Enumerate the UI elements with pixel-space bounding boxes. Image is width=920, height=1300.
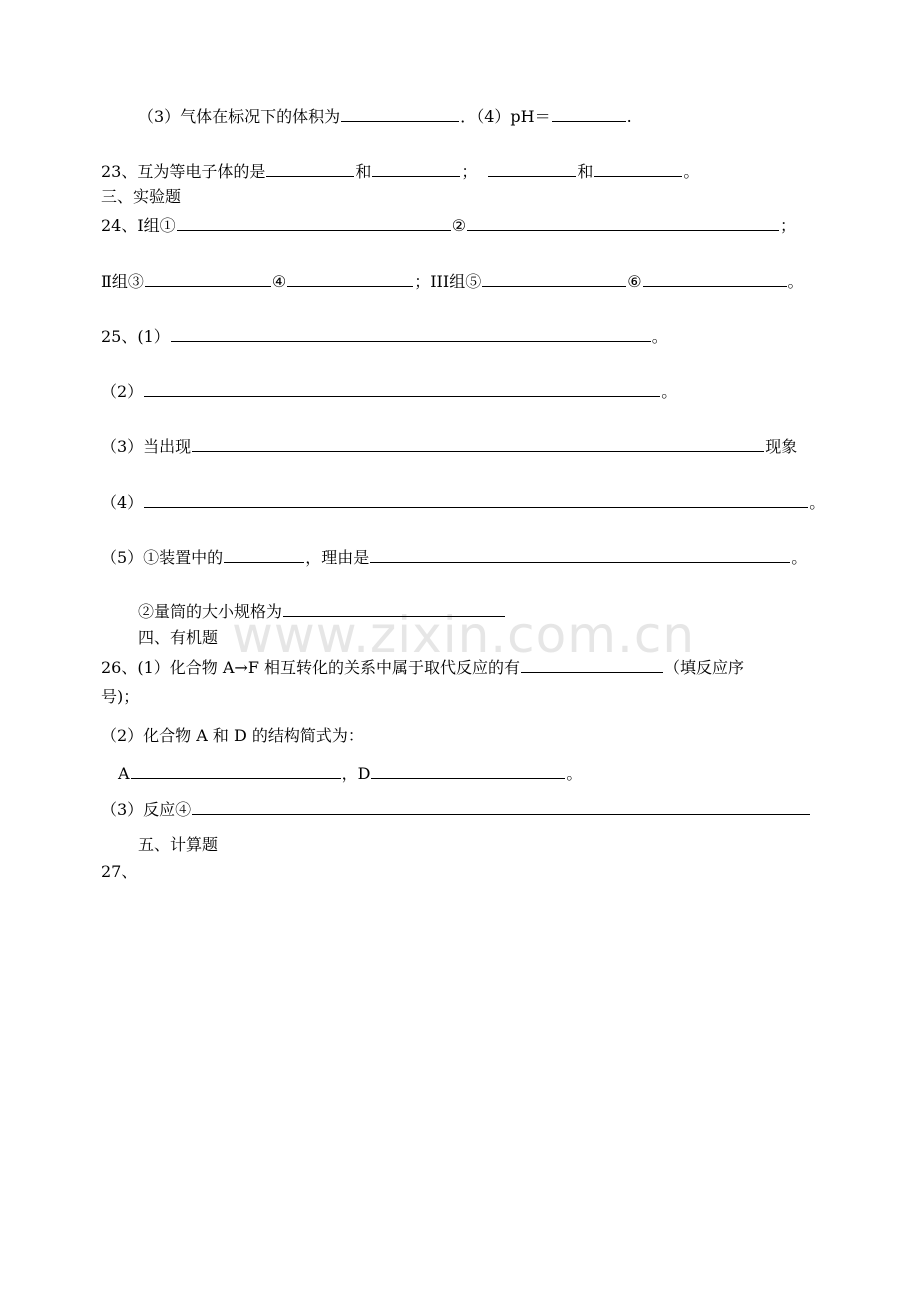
q25-sub4-line: （4） 。 [101,493,826,512]
ph-blank[interactable] [552,105,626,122]
q23-blank-3[interactable] [488,160,576,177]
q25-sub5-line: （5）①装置中的 ，理由是 。 [101,548,808,567]
q23-blank-2[interactable] [372,160,460,177]
q23-text: 23、互为等电子体的是 [101,162,266,181]
q27-line: 27、 [101,862,138,881]
q22-sub4-text: ．（4）pH＝ [460,107,551,126]
q22-sub3-line: （3）气体在标况下的体积为 ．（4）pH＝ . [138,107,632,126]
q25-sub5b-line: ②量筒的大小规格为 [138,600,506,622]
q25-blank-7[interactable] [283,600,505,617]
q23-line: 23、互为等电子体的是 和 ； 和 。 [101,162,700,181]
q25-sub3-line: （3）当出现 现象 [101,437,798,456]
q26-sub2-line: （2）化合物 A 和 D 的结构简式为： [101,726,364,745]
compound-a-blank[interactable] [131,762,341,779]
q25-blank-2[interactable] [144,380,660,397]
q25-blank-4[interactable] [144,491,808,508]
q25-sub2-line: （2） 。 [101,382,678,401]
q24-blank-4[interactable] [287,270,413,287]
q23-blank-1[interactable] [266,160,354,177]
section-5-heading: 五、计算题 [138,835,219,854]
q26-sub1-cont: 号)； [101,687,140,706]
q25-blank-5[interactable] [224,546,304,563]
q26-sub2-answer: A ，D 。 [118,764,583,783]
reaction-4-blank[interactable] [192,798,810,815]
q26-sub1-line: 26、(1）化合物 A→F 相互转化的关系中属于取代反应的有 （填反应序 [101,658,745,677]
q24-blank-6[interactable] [643,270,787,287]
q26-blank-1[interactable] [521,656,663,673]
q24-line-2: Ⅱ组③ ④ ；III组⑤ ⑥ 。 [101,272,804,291]
watermark: www.zixin.com.cn [232,606,696,664]
q25-blank-3[interactable] [192,435,764,452]
q24-blank-2[interactable] [467,214,779,231]
compound-d-blank[interactable] [371,762,565,779]
q23-blank-4[interactable] [594,160,682,177]
q26-sub3-line: （3）反应④ [101,798,811,820]
volume-blank[interactable] [341,105,459,122]
q24-line-1: 24、Ⅰ组① ② ； [101,216,797,235]
q24-blank-3[interactable] [145,270,271,287]
q24-blank-1[interactable] [177,214,451,231]
section-4-heading: 四、有机题 [138,628,219,647]
q25-blank-1[interactable] [171,325,651,342]
q22-sub3-text: （3）气体在标况下的体积为 [138,107,341,126]
q25-blank-6[interactable] [370,546,790,563]
q25-sub1-line: 25、(1） 。 [101,327,668,346]
section-3-heading: 三、实验题 [101,187,182,206]
q24-blank-5[interactable] [482,270,626,287]
